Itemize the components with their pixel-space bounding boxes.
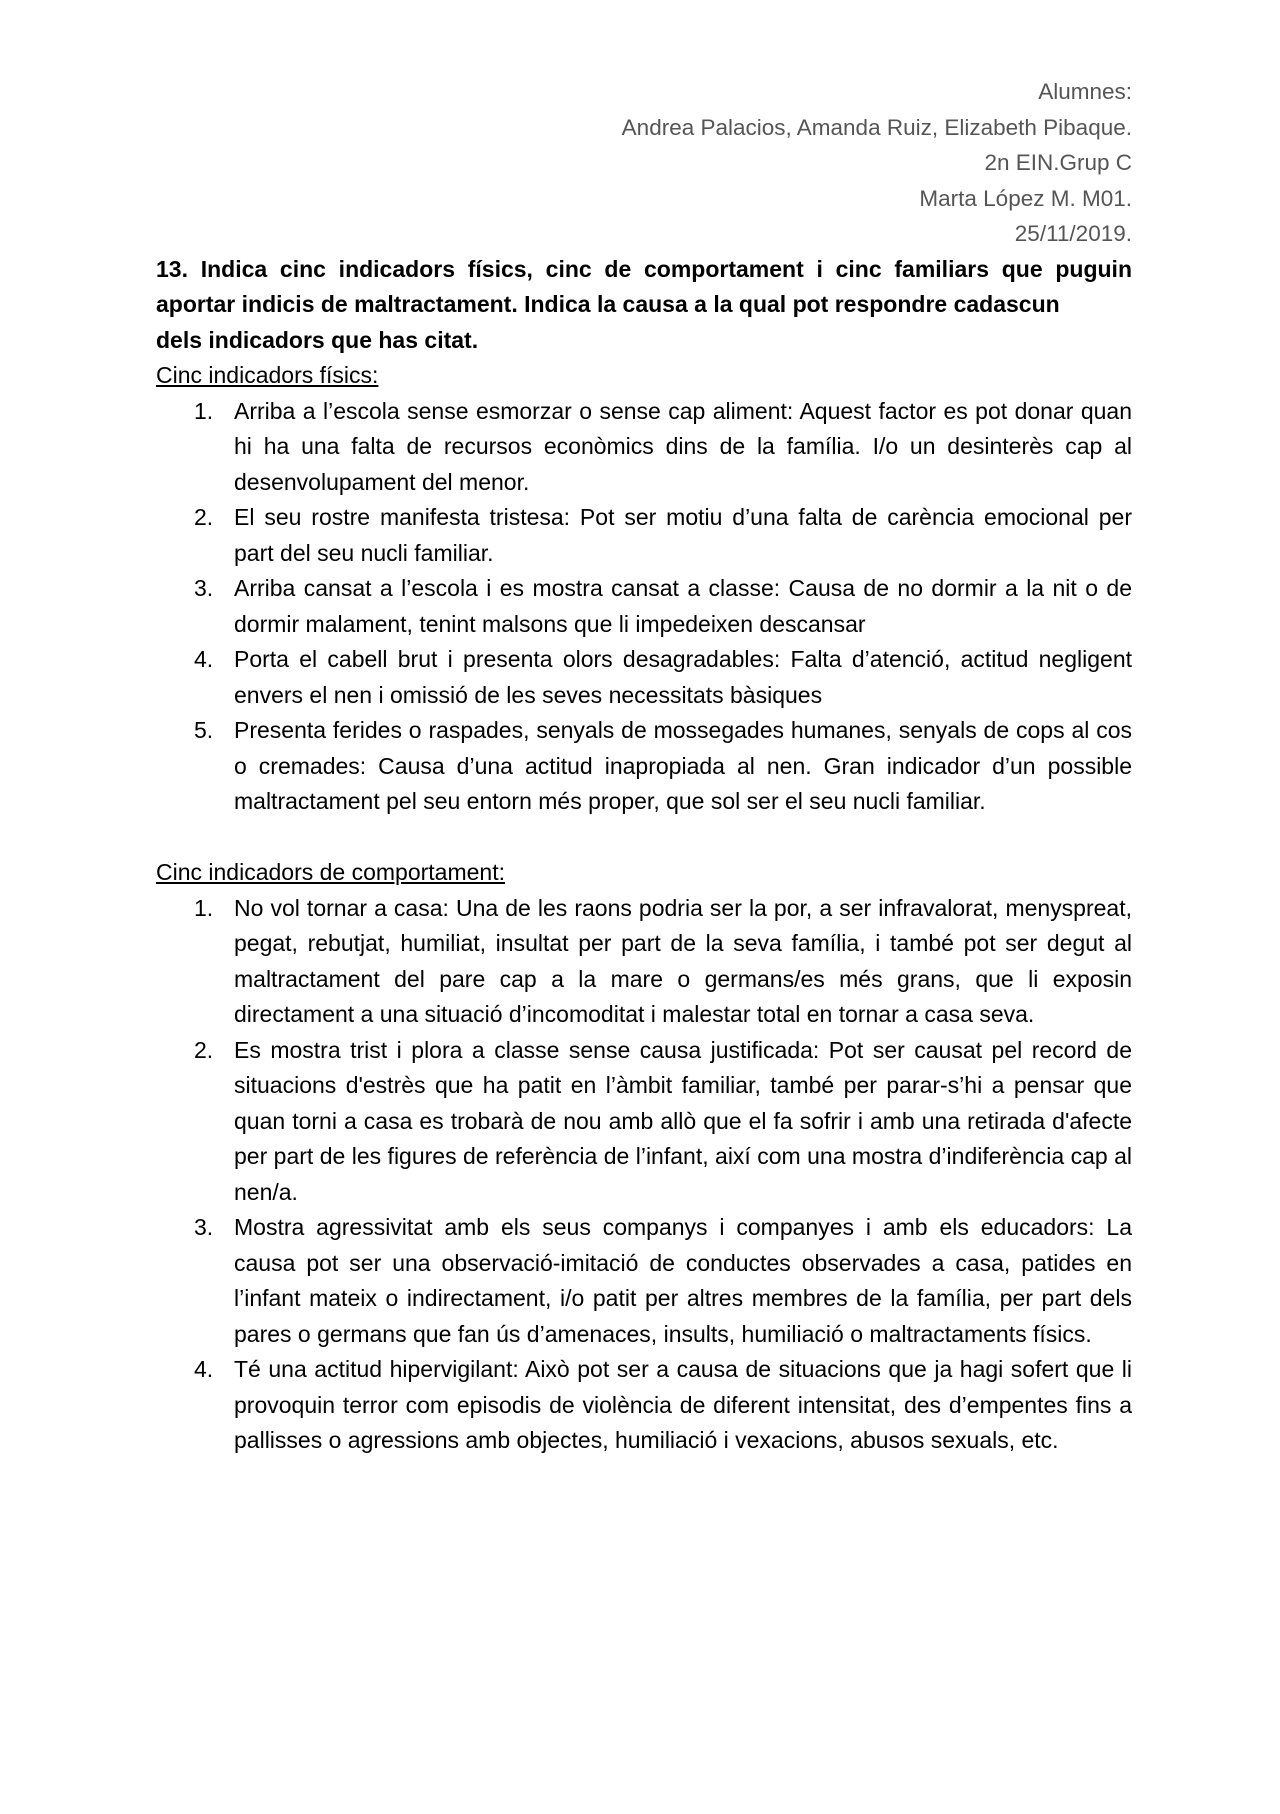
- header-teacher: Marta López M. M01.: [919, 185, 1132, 211]
- item-number: 2.: [194, 504, 214, 530]
- document-page: [156, 74, 1132, 1459]
- header-students: Andrea Palacios, Amanda Ruiz, Elizabeth Pibaque.: [621, 114, 1132, 140]
- list-item: [156, 1210, 1132, 1352]
- question-line-2: dels indicadors que has citat.: [156, 326, 479, 353]
- item-text: Arriba cansat a l’escola i es mostra cansat a classe: Causa de no dormir a la nit o de dormir malament, tenint malsons que li impedeixen descansar: [234, 575, 1132, 637]
- physical-section-title: Cinc indicadors físics:: [156, 362, 379, 388]
- list-item: [156, 571, 1132, 642]
- physical-list: [156, 394, 1132, 820]
- item-number: 3.: [194, 575, 214, 601]
- item-text: Porta el cabell brut i presenta olors desagradables: Falta d’atenció, actitud negligent envers el nen i omissió de les seves necessitats bàsiques: [234, 646, 1132, 708]
- list-item: [156, 713, 1132, 820]
- header-date: 25/11/2019.: [1014, 221, 1132, 246]
- question-line-1: 13. Indica cinc indicadors físics, cinc de comportament i cinc familiars que puguin aportar indicis de maltractament. Indica la causa a la qual pot respondre cadascun: [156, 255, 1132, 317]
- student-header: [156, 74, 1132, 252]
- list-item: [156, 1352, 1132, 1459]
- item-number: 3.: [194, 1214, 214, 1240]
- item-text: Mostra agressivitat amb els seus companys i companyes i amb els educadors: La causa pot ser una observació-imitació de conductes observades a casa, patides en l’infant mateix o indirectament, i/o patit per altres membres de la família, per part dels pares o germans que fan ús d’amenaces, insults, humiliació o maltractaments físics.: [234, 1214, 1132, 1347]
- question-heading: [156, 252, 1132, 359]
- header-group: 2n EIN.Grup C: [984, 150, 1132, 175]
- item-number: 5.: [194, 717, 214, 743]
- item-number: 2.: [194, 1036, 214, 1063]
- list-item: [156, 642, 1132, 713]
- item-number: 1.: [194, 397, 214, 424]
- section-spacer: [156, 820, 1132, 856]
- item-text: Es mostra trist i plora a classe sense causa justificada: Pot ser causat pel record de situacions d'estrès que ha patit en l’àmbit familiar, també per parar-s’hi a pensar que quan torni a casa es trobarà de nou amb allò que el fa sofrir i amb una retirada d'afecte per part de les figures de referència de l’infant, així com una mostra d’indiferència cap al nen/a.: [234, 1036, 1132, 1205]
- list-item: [156, 1033, 1132, 1211]
- list-item: [156, 500, 1132, 571]
- item-text: El seu rostre manifesta tristesa: Pot ser motiu d’una falta de carència emocional per part del seu nucli familiar.: [234, 504, 1132, 566]
- item-text: Arriba a l’escola sense esmorzar o sense cap aliment: Aquest factor es pot donar quan hi ha una falta de recursos econòmics dins de la família. I/o un desinterès cap al desenvolupament del menor.: [234, 397, 1132, 495]
- list-item: [156, 394, 1132, 501]
- item-number: 4.: [194, 1356, 214, 1382]
- item-text: Té una actitud hipervigilant: Això pot ser a causa de situacions que ja hagi sofert que li provoquin terror com episodis de violència de diferent intensitat, des d’empentes fins a pallisses o agressions amb objectes, humiliació i vexacions, abusos sexuals, etc.: [234, 1356, 1132, 1453]
- item-text: Presenta ferides o raspades, senyals de mossegades humanes, senyals de cops al cos o cremades: Causa d’una actitud inapropiada al nen. Gran indicador d’un possible maltractament pel seu entorn més proper, que sol ser el seu nucli familiar.: [234, 717, 1132, 814]
- header-label: Alumnes:: [1038, 79, 1132, 104]
- behaviour-section-title: Cinc indicadors de comportament:: [156, 859, 505, 885]
- behaviour-list: [156, 891, 1132, 1459]
- item-text: No vol tornar a casa: Una de les raons podria ser la por, a ser infravalorat, menyspreat, pegat, rebutjat, humiliat, insultat per part de la seva família, i també pot ser degut al maltractament del pare cap a la mare o germans/es més grans, que li exposin directament a una situació d’incomoditat i malestar total en tornar a casa seva.: [234, 894, 1132, 1027]
- item-number: 4.: [194, 646, 214, 672]
- item-number: 1.: [194, 894, 214, 921]
- list-item: [156, 891, 1132, 1033]
